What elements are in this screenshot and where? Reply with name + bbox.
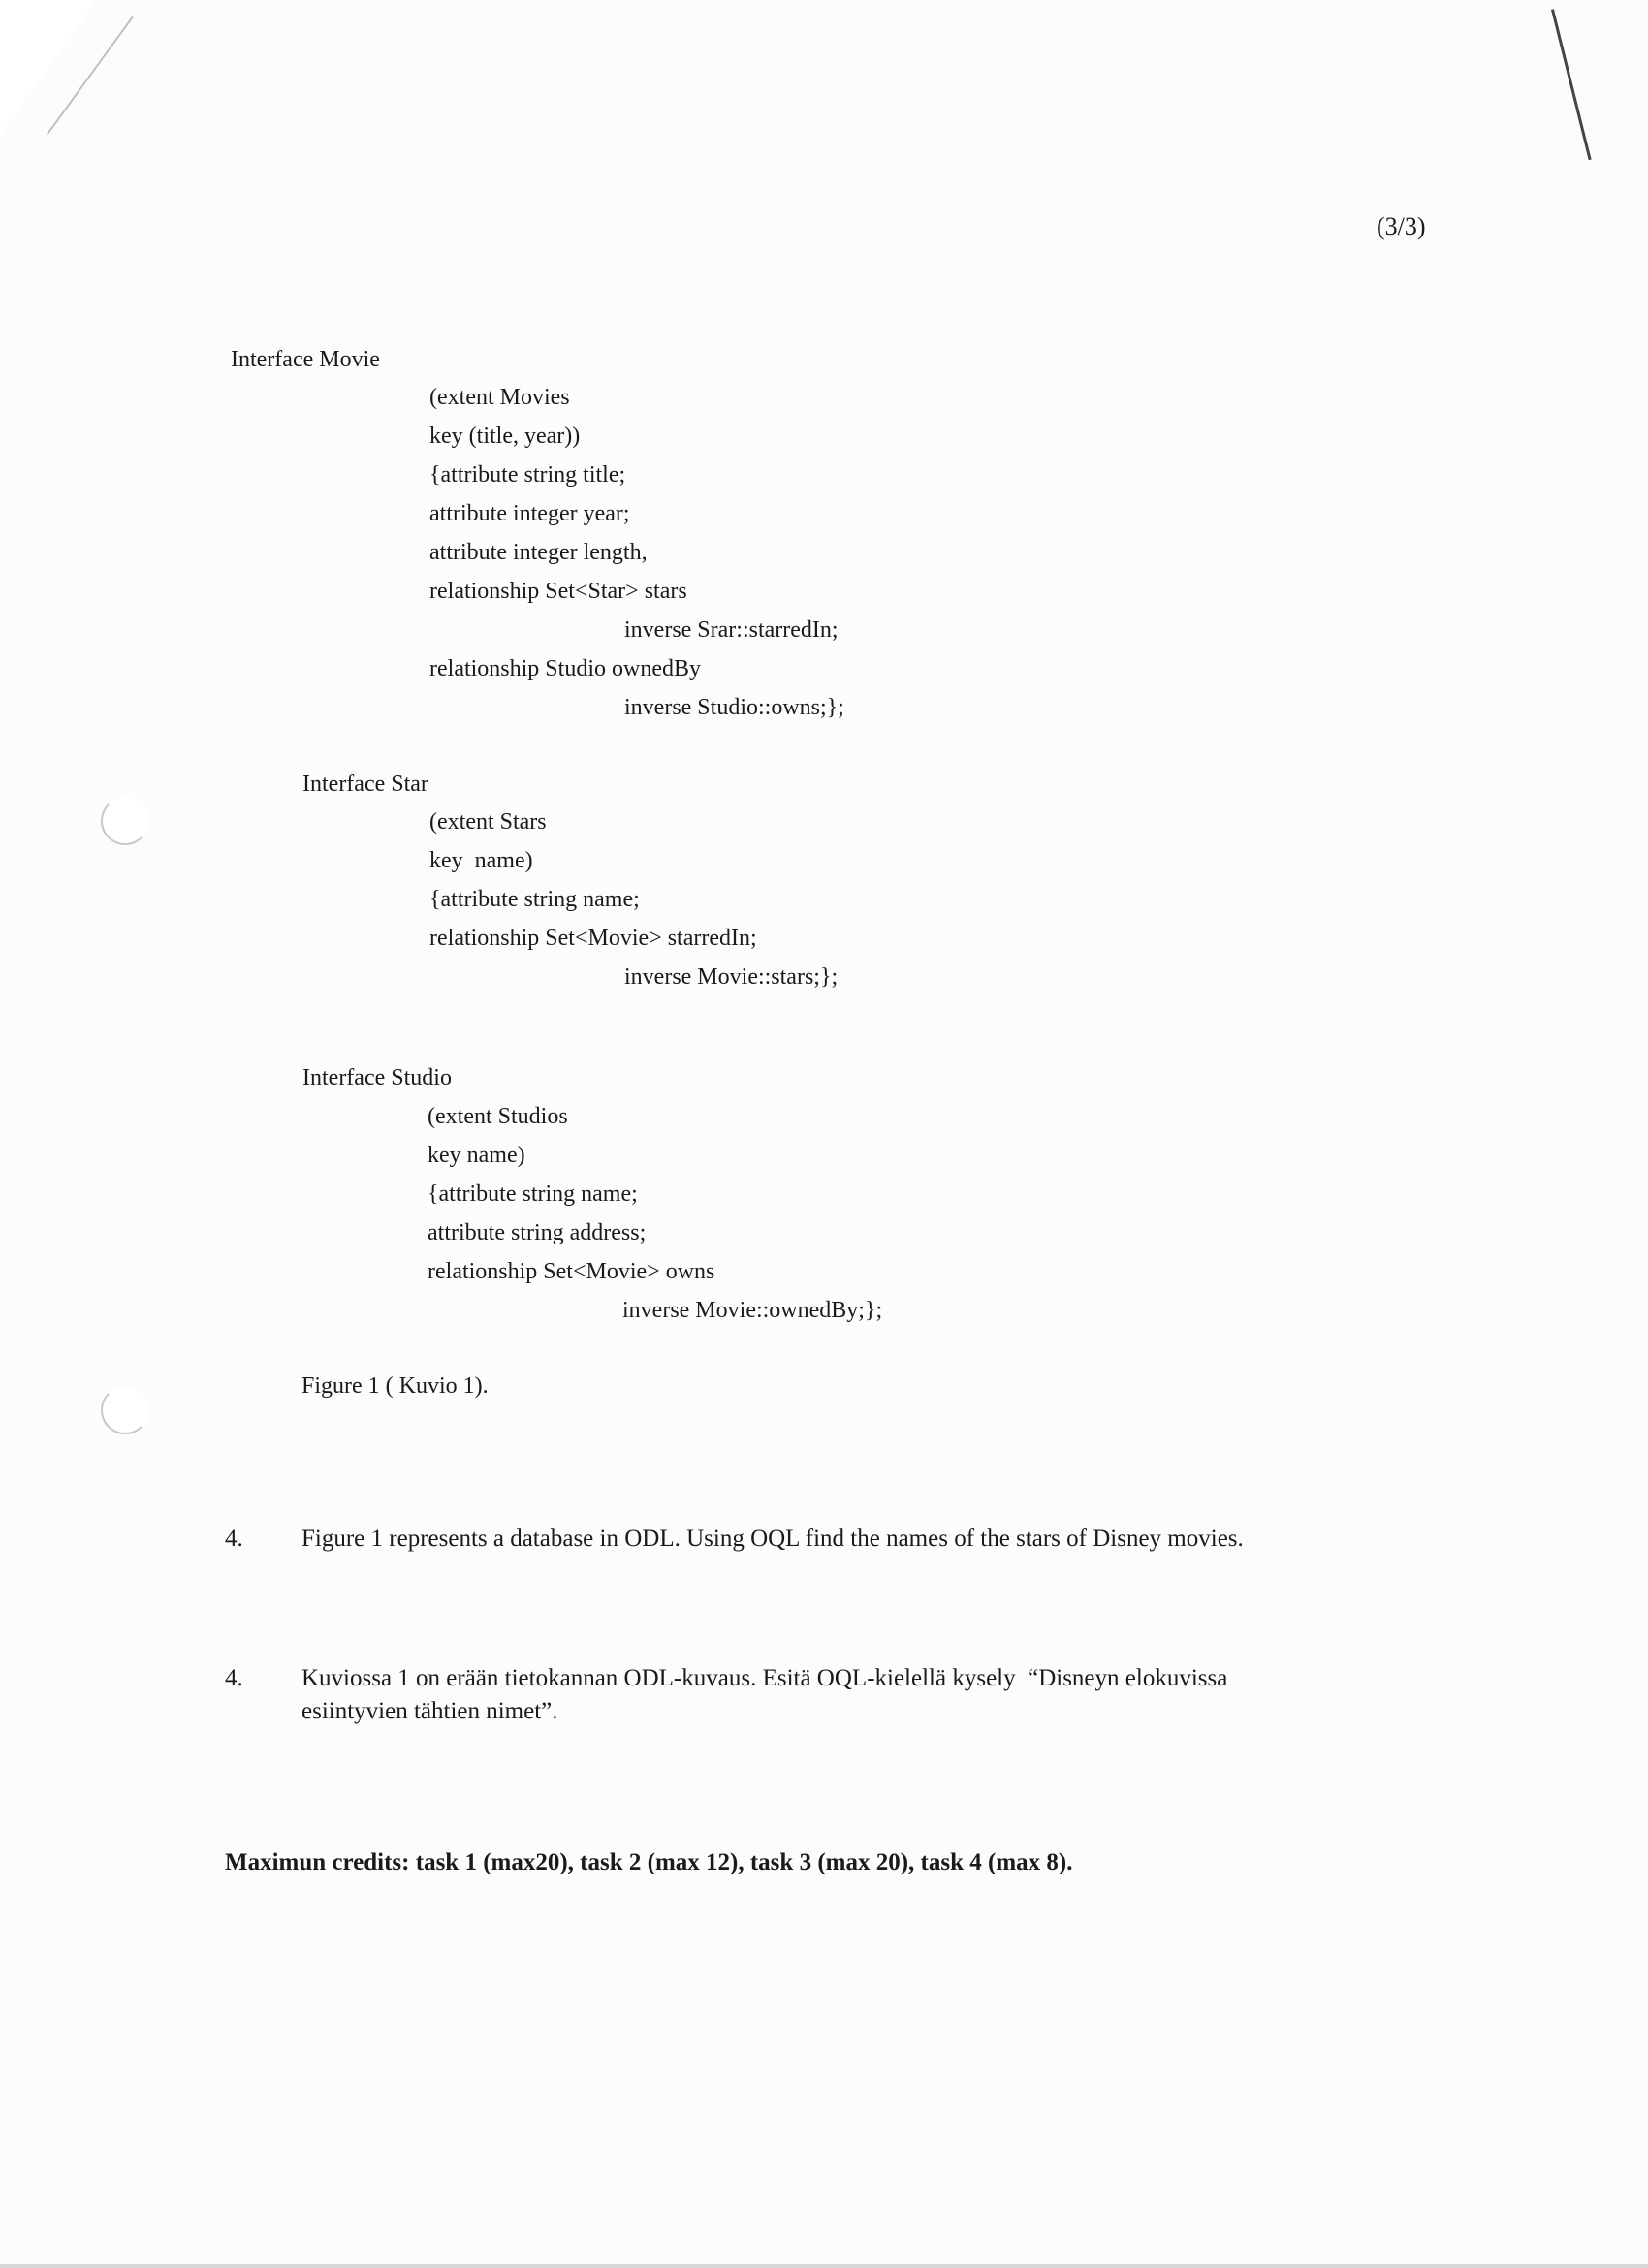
credits-line: Maximun credits: task 1 (max20), task 2 (max 12), task 3 (max 20), task 4 (max 8). <box>225 1849 1073 1875</box>
page-number: (3/3) <box>1377 212 1426 240</box>
code-line: (extent Studios <box>428 1104 568 1129</box>
code-line: (extent Movies <box>429 385 570 410</box>
task-number: 4. <box>225 1526 243 1552</box>
code-line: relationship Set<Movie> owns <box>428 1259 715 1284</box>
punch-hole <box>101 797 149 845</box>
interface-title: Interface Movie <box>231 347 380 372</box>
code-line: attribute integer year; <box>429 501 630 526</box>
task-text: Figure 1 represents a database in ODL. Using OQL find the names of the stars of Disney movies. <box>301 1526 1244 1552</box>
code-line: {attribute string name; <box>428 1181 638 1207</box>
code-line: relationship Studio ownedBy <box>429 656 701 681</box>
task-text: esiintyvien tähtien nimet”. <box>301 1698 558 1724</box>
folded-corner <box>0 0 97 136</box>
punch-hole <box>101 1386 149 1434</box>
interface-title: Interface Studio <box>302 1065 452 1090</box>
code-line: key name) <box>428 1143 525 1168</box>
code-line: (extent Stars <box>429 809 547 835</box>
task-number: 4. <box>225 1665 243 1691</box>
code-line: {attribute string name; <box>429 887 640 912</box>
figure-caption: Figure 1 ( Kuvio 1). <box>301 1373 489 1399</box>
code-line: inverse Srar::starredIn; <box>624 617 839 643</box>
code-line: inverse Movie::ownedBy;}; <box>622 1298 883 1323</box>
code-line: attribute integer length, <box>429 540 648 565</box>
code-line: inverse Movie::stars;}; <box>624 964 839 990</box>
code-line: inverse Studio::owns;}; <box>624 695 844 720</box>
code-line: key name) <box>429 848 533 873</box>
code-line: {attribute string title; <box>429 462 626 488</box>
task-text: Kuviossa 1 on erään tietokannan ODL-kuvaus. Esitä OQL-kielellä kysely “Disneyn elokuvissa <box>301 1665 1228 1691</box>
code-line: attribute string address; <box>428 1220 647 1245</box>
scan-bottom-edge <box>0 2264 1648 2268</box>
edge-mark <box>1551 9 1592 160</box>
interface-title: Interface Star <box>302 772 428 797</box>
code-line: relationship Set<Star> stars <box>429 579 687 604</box>
code-line: relationship Set<Movie> starredIn; <box>429 926 757 951</box>
code-line: key (title, year)) <box>429 424 581 449</box>
